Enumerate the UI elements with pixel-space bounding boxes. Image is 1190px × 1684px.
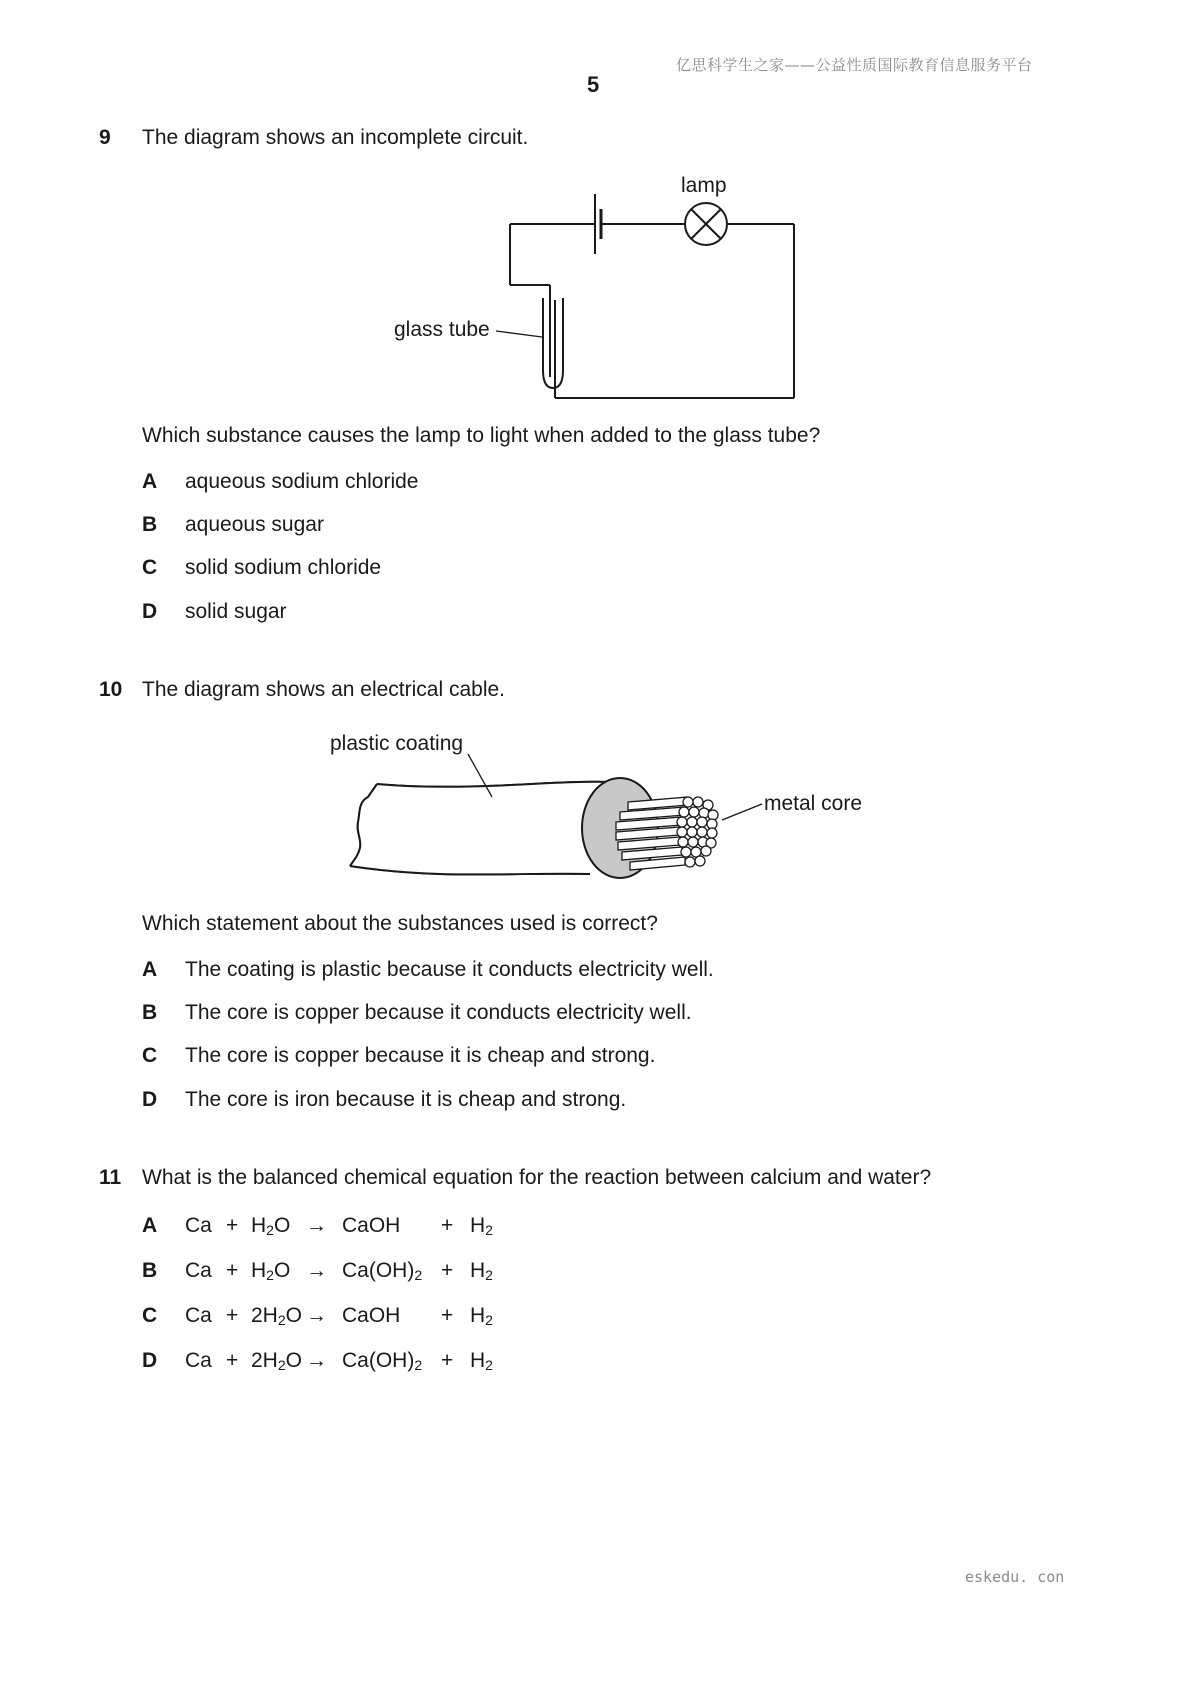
- eq-reactant-ca: Ca: [185, 1259, 212, 1282]
- eq-water: $H_2O$: [251, 1259, 291, 1283]
- eq-product: CaOH: [342, 1214, 401, 1237]
- eq-plus: +: [226, 1259, 239, 1282]
- q11-option-b-letter: B: [142, 1259, 158, 1282]
- q9-option-d-letter: D: [142, 600, 158, 623]
- q11-option-a-equation: [0, 1214, 1190, 1244]
- q9-option-a-letter: A: [142, 470, 158, 493]
- eq-water: $2H_2O$: [251, 1304, 302, 1328]
- eq-plus: +: [441, 1214, 454, 1237]
- eq-product: $Ca(OH)_2$: [342, 1349, 423, 1373]
- page-number: 5: [587, 72, 600, 97]
- q9-option-a-text: aqueous sodium chloride: [185, 470, 419, 493]
- eq-reactant-ca: Ca: [185, 1214, 212, 1237]
- q9-option-b-letter: B: [142, 513, 158, 536]
- q10-option-c-letter: C: [142, 1044, 158, 1067]
- eq-plus: +: [226, 1214, 239, 1237]
- glass-tube: [543, 298, 563, 388]
- eq-water: $H_2O$: [251, 1214, 291, 1238]
- eq-plus: +: [226, 1304, 239, 1327]
- q10-option-a-letter: A: [142, 958, 158, 981]
- question-10-stem: The diagram shows an electrical cable.: [142, 678, 506, 701]
- q9-option-d-text: solid sugar: [185, 600, 287, 623]
- eq-reactant-ca: Ca: [185, 1304, 212, 1327]
- cable-diagram: [320, 722, 880, 892]
- lamp-label: lamp: [681, 174, 727, 197]
- question-9-number: 9: [99, 126, 111, 149]
- q11-option-c-letter: C: [142, 1304, 158, 1327]
- eq-arrow: →: [306, 1349, 327, 1372]
- q9-option-c-letter: C: [142, 556, 158, 579]
- eq-product: $Ca(OH)_2$: [342, 1259, 423, 1283]
- eq-reactant-ca: Ca: [185, 1349, 212, 1372]
- eq-hydrogen: $H_2$: [470, 1259, 493, 1283]
- q10-option-a-text: The coating is plastic because it conducts electricity well.: [185, 958, 714, 981]
- plastic-coating-label: plastic coating: [330, 732, 464, 755]
- metal-core-ends: [677, 797, 718, 867]
- q11-option-d-equation: [0, 1349, 1190, 1379]
- q11-option-d-letter: D: [142, 1349, 158, 1372]
- eq-hydrogen: $H_2$: [470, 1349, 493, 1373]
- q11-option-c-equation: [0, 1304, 1190, 1334]
- q11-option-a-letter: A: [142, 1214, 158, 1237]
- eq-hydrogen: $H_2$: [470, 1304, 493, 1328]
- eq-plus: +: [441, 1349, 454, 1372]
- q10-option-c-text: The core is copper because it is cheap and strong.: [185, 1044, 656, 1067]
- question-9-prompt: Which substance causes the lamp to light when added to the glass tube?: [142, 424, 821, 447]
- eq-arrow: →: [306, 1304, 327, 1327]
- q11-option-b-equation: [0, 1259, 1190, 1289]
- eq-hydrogen: $H_2$: [470, 1214, 493, 1238]
- question-10-number: 10: [99, 678, 123, 701]
- question-11-number: 11: [99, 1166, 122, 1189]
- footer-site-text: eskedu. con: [965, 1568, 1065, 1586]
- eq-plus: +: [226, 1349, 239, 1372]
- eq-water: $2H_2O$: [251, 1349, 302, 1373]
- q10-option-b-letter: B: [142, 1001, 158, 1024]
- glass-tube-label: glass tube: [394, 318, 490, 341]
- q9-option-b-text: aqueous sugar: [185, 513, 324, 536]
- watermark-text: 亿思科学生之家——公益性质国际教育信息服务平台: [676, 56, 1033, 74]
- q9-option-c-text: solid sodium chloride: [185, 556, 382, 579]
- eq-plus: +: [441, 1259, 454, 1282]
- q10-option-b-text: The core is copper because it conducts electricity well.: [185, 1001, 692, 1024]
- eq-product: CaOH: [342, 1304, 401, 1327]
- eq-plus: +: [441, 1304, 454, 1327]
- eq-arrow: →: [306, 1214, 327, 1237]
- circuit-diagram: [380, 170, 820, 410]
- eq-arrow: →: [306, 1259, 327, 1282]
- question-11-stem: What is the balanced chemical equation for the reaction between calcium and water?: [142, 1166, 932, 1189]
- q10-option-d-letter: D: [142, 1088, 158, 1111]
- glass-tube-leader: [496, 331, 542, 337]
- metal-core-leader: [722, 804, 762, 820]
- question-10-prompt: Which statement about the substances used is correct?: [142, 912, 658, 935]
- q10-option-d-text: The core is iron because it is cheap and strong.: [185, 1088, 627, 1111]
- question-9-stem: The diagram shows an incomplete circuit.: [142, 126, 529, 149]
- metal-core-label: metal core: [764, 792, 863, 815]
